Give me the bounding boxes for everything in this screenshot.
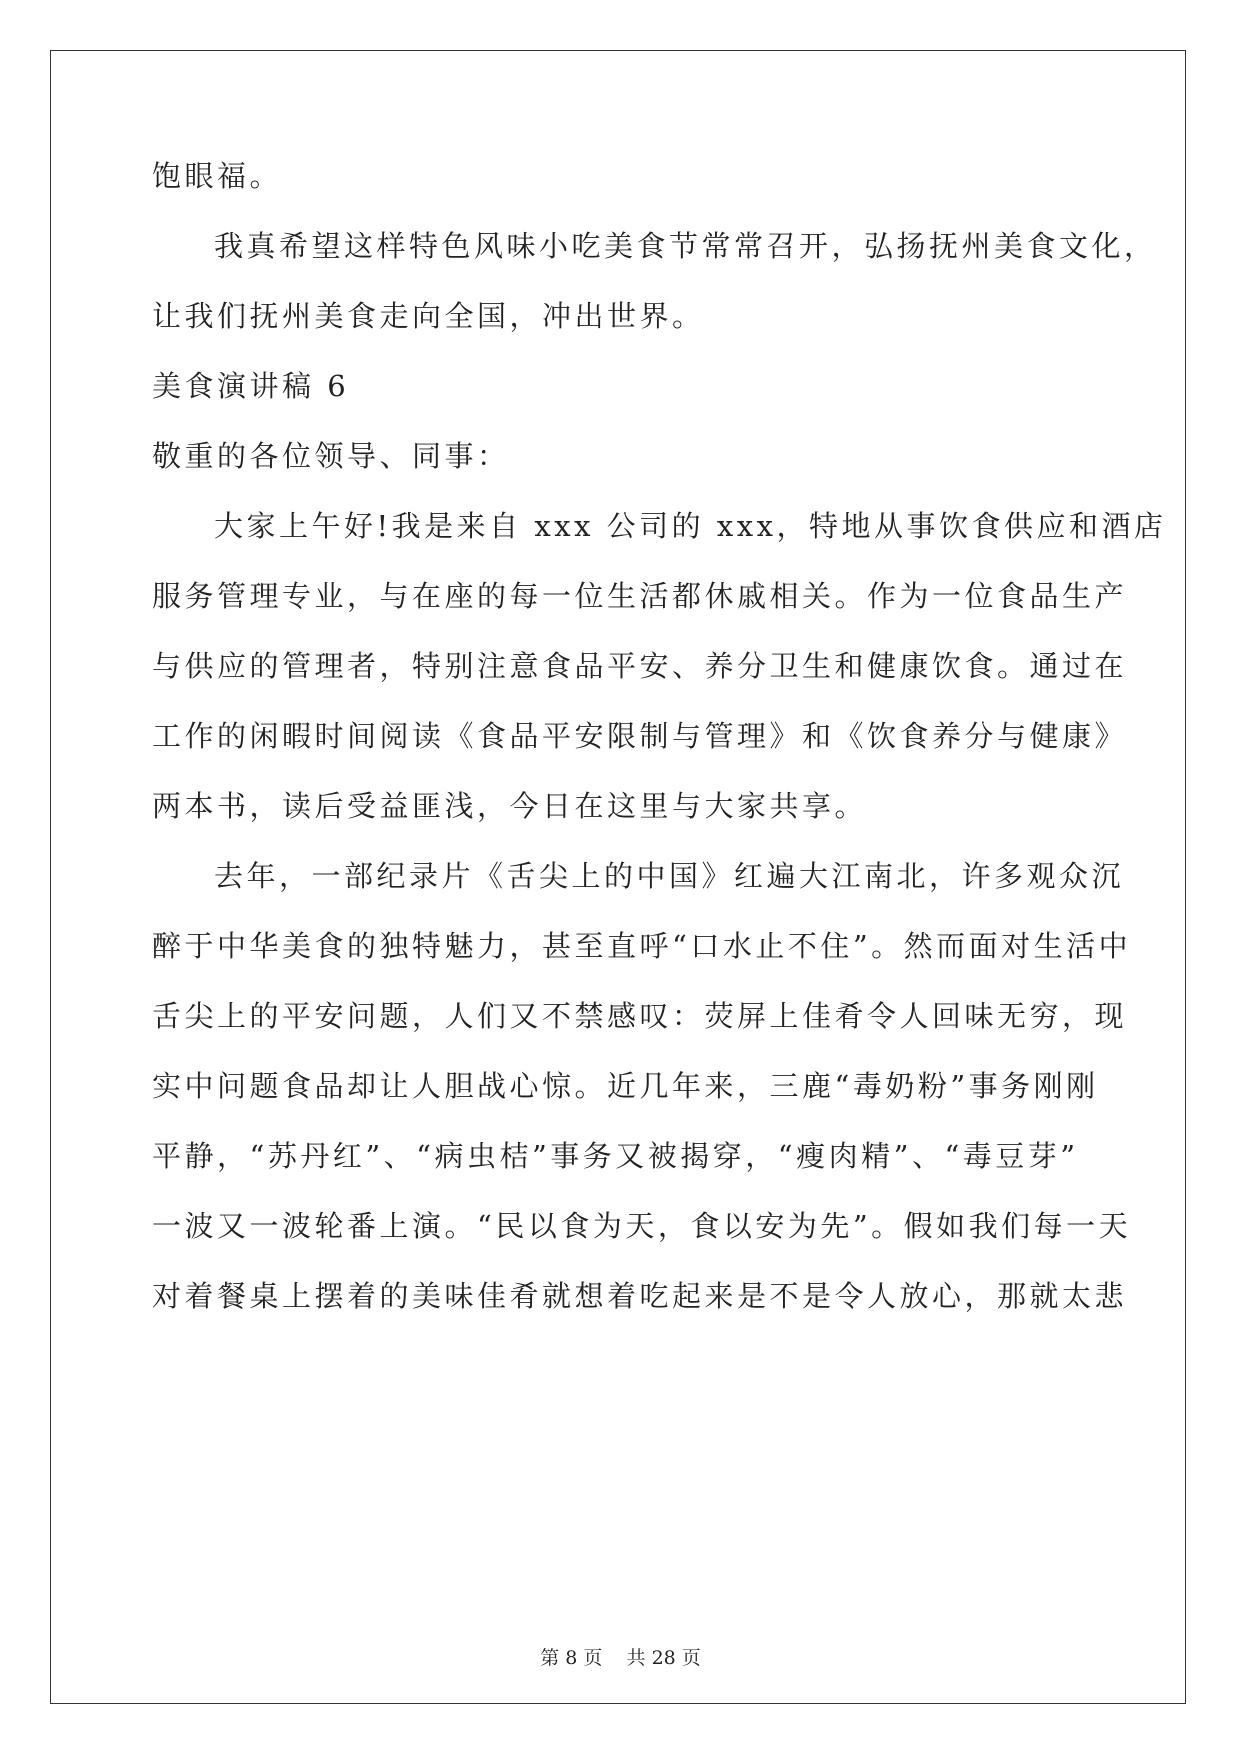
- text-line-12: 醉于中华美食的独特魅力，甚至直呼“口水止不住”。然而面对生活中: [152, 929, 1132, 963]
- salutation: 敬重的各位领导、同事：: [152, 439, 510, 473]
- page-footer: [0, 1646, 1241, 1670]
- page-number: 第 8 页 共 28 页: [540, 1647, 701, 1669]
- text-line-11: 去年，一部纪录片《舌尖上的中国》红遍大江南北，许多观众沉: [214, 859, 1125, 893]
- text-line-9: 工作的闲暇时间阅读《食品平安限制与管理》和《饮食养分与健康》: [152, 719, 1128, 753]
- text-line-6: 大家上午好!我是来自 xxx 公司的 xxx，特地从事饮食供应和酒店: [214, 509, 1167, 543]
- text-line-16: 一波又一波轮番上演。“民以食为天，食以安为先”。假如我们每一天: [152, 1209, 1132, 1243]
- text-line-1: 饱眼福。: [152, 159, 283, 193]
- text-line-3: 让我们抚州美食走向全国，冲出世界。: [152, 299, 705, 333]
- text-line-7: 服务管理专业，与在座的每一位生活都休戚相关。作为一位食品生产: [152, 579, 1128, 613]
- text-line-10: 两本书，读后受益匪浅，今日在这里与大家共享。: [152, 789, 868, 823]
- text-line-8: 与供应的管理者，特别注意食品平安、养分卫生和健康饮食。通过在: [152, 649, 1128, 683]
- text-line-15: 平静，“苏丹红”、“病虫桔”事务又被揭穿，“瘦肉精”、“毒豆芽”: [152, 1139, 1079, 1173]
- section-heading: 美食演讲稿 6: [152, 369, 350, 403]
- text-line-17: 对着餐桌上摆着的美味佳肴就想着吃起来是不是令人放心，那就太悲: [152, 1279, 1128, 1313]
- text-line-14: 实中问题食品却让人胆战心惊。近几年来，三鹿“毒奶粉”事务刚刚: [152, 1069, 1099, 1103]
- text-line-2: 我真希望这样特色风味小吃美食节常常召开，弘扬抚州美食文化，: [214, 229, 1157, 263]
- text-line-13: 舌尖上的平安问题，人们又不禁感叹：荧屏上佳肴令人回味无穷，现: [152, 999, 1128, 1033]
